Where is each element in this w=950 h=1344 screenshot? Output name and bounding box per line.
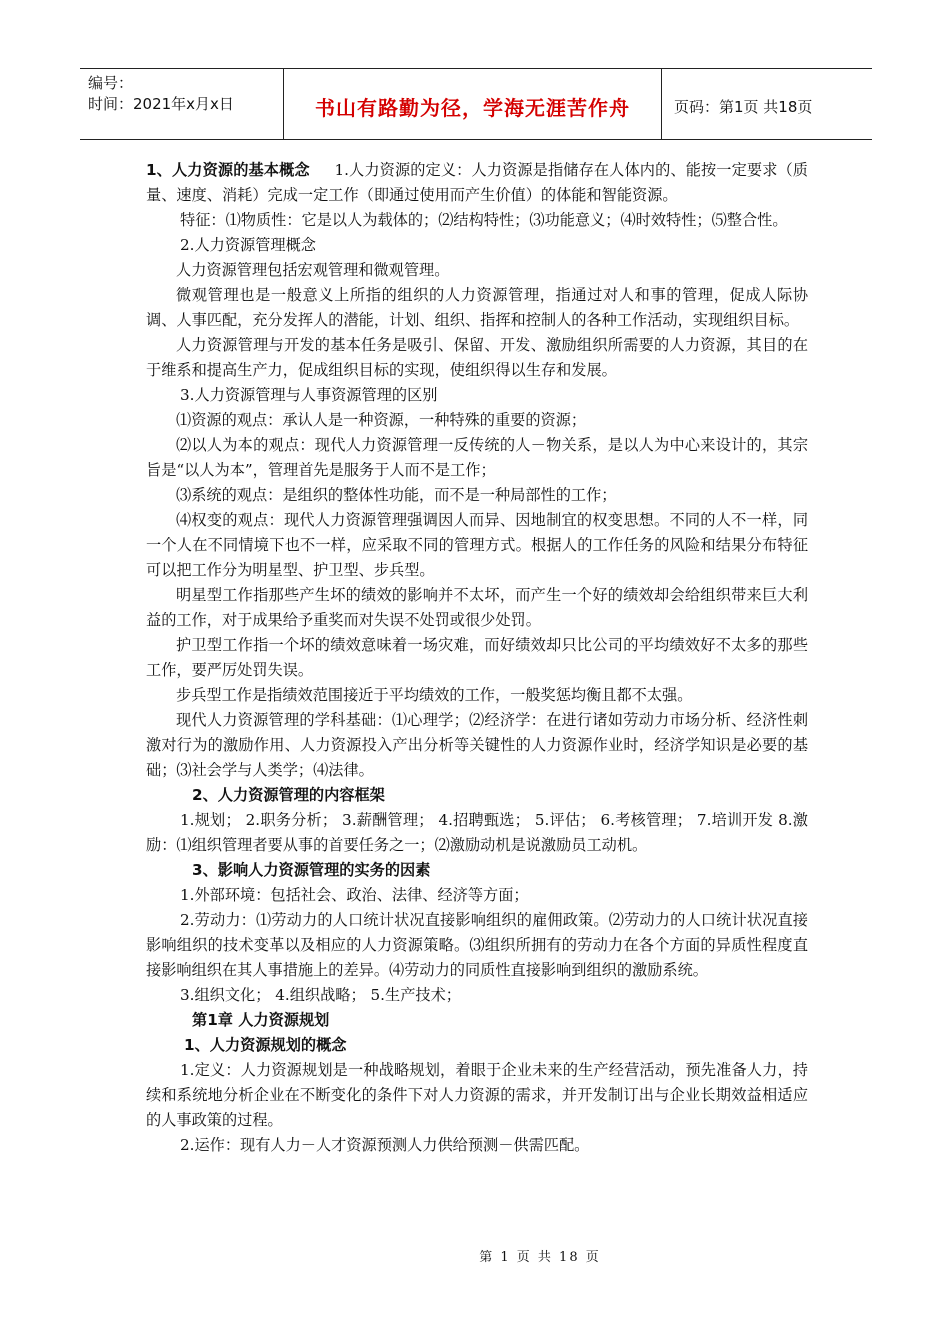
time-label: 时间：2021年x月x日 [88, 95, 234, 113]
page-label: 页码：第1页 共18页 [674, 97, 813, 116]
planning-operation: 2.运作：现有人力－人才资源预测人力供给预测－供需匹配。 [180, 1136, 590, 1154]
hrm-diff-2: ⑵以人为本的观点：现代人力资源管理一反传统的人－物关系，是以人为中心来设计的，其宗旨是“以人为本”，管理首先是服务于人而不是工作； [146, 436, 808, 479]
factor-others: 3.组织文化； 4.组织战略； 5.生产技术； [180, 986, 461, 1004]
chapter-1-section-1-heading: 1、人力资源规划的概念 [184, 1036, 347, 1054]
section-3-heading: 3、影响人力资源管理的实务的因素 [192, 861, 431, 879]
content-framework-list: 1.规划； 2.职务分析； 3.薪酬管理； 4.招聘甄选； 5.评估； 6.考核管理； 7.培训开发 8.激励：⑴组织管理者要从事的首要任务之一；⑵激励动机是说激励员工动机。 [146, 811, 808, 854]
hrm-diff-3: ⑶系统的观点：是组织的整体性功能，而不是一种局部性的工作； [176, 486, 617, 504]
chapter-1-heading: 第1章 人力资源规划 [192, 1011, 330, 1029]
factor-external: 1.外部环境：包括社会、政治、法律、经济等方面； [180, 886, 529, 904]
page-header [80, 68, 872, 140]
header-motto-cell [284, 69, 662, 139]
hrm-diff-4: ⑷权变的观点：现代人力资源管理强调因人而异、因地制宜的权变思想。不同的人不一样，同一个人在不同情境下也不一样，应采取不同的管理方式。根据人的工作任务的风险和结果分布特征可以把工作分为明星型、护卫型、步兵型。 [146, 511, 808, 579]
header-page-cell [662, 69, 872, 139]
planning-definition: 1.定义：人力资源规划是一种战略规划，着眼于企业未来的生产经营活动，预先准备人力，持续和系统地分析企业在不断变化的条件下对人力资源的需求，并开发制订出与企业长期效益相适应的人事政策的过程。 [146, 1061, 808, 1129]
star-job-paragraph: 明星型工作指那些产生坏的绩效的影响并不太坏，而产生一个好的绩效却会给组织带来巨大利益的工作，对于成果给予重奖而对失误不处罚或很少处罚。 [146, 586, 808, 629]
hrm-concept-b: 微观管理也是一般意义上所指的组织的人力资源管理，指通过对人和事的管理，促成人际协调、人事匹配，充分发挥人的潜能，计划、组织、指挥和控制人的各种工作活动，实现组织目标。 [146, 286, 808, 329]
hrm-concept-c: 人力资源管理与开发的基本任务是吸引、保留、开发、激励组织所需要的人力资源，其目的在于维系和提高生产力，促成组织目标的实现，使组织得以生存和发展。 [146, 336, 808, 379]
guard-job-paragraph: 护卫型工作指一个坏的绩效意味着一场灾难，而好绩效却只比公司的平均绩效好不太多的那些工作，要严厉处罚失误。 [146, 636, 808, 679]
hrm-diff-1: ⑴资源的观点：承认人是一种资源，一种特殊的重要的资源； [176, 411, 587, 429]
infantry-job-paragraph: 步兵型工作是指绩效范围接近于平均绩效的工作，一般奖惩均衡且都不太强。 [176, 686, 693, 704]
factor-labor: 2.劳动力：⑴劳动力的人口统计状况直接影响组织的雇佣政策。⑵劳动力的人口统计状况直接影响组织的技术变革以及相应的人力资源策略。⑶组织所拥有的劳动力在各个方面的异质性程度直接影响组织在其人事措施上的差异。⑷劳动力的同质性直接影响到组织的激励系统。 [146, 911, 808, 979]
hrm-concept-title: 2.人力资源管理概念 [180, 236, 316, 254]
hrm-concept-a: 人力资源管理包括宏观管理和微观管理。 [176, 261, 450, 279]
discipline-basis-paragraph: 现代人力资源管理的学科基础：⑴心理学；⑵经济学：在进行诸如劳动力市场分析、经济性刺激对行为的激励作用、人力资源投入产出分析等关键性的人力资源作业时，经济学知识是必要的基础；⑶社会学与人类学；⑷法律。 [146, 711, 808, 779]
motto-text: 书山有路勤为径，学海无涯苦作舟 [315, 95, 630, 120]
section-2-heading: 2、人力资源管理的内容框架 [192, 786, 385, 804]
section-1-heading: 1、人力资源的基本概念 [146, 161, 310, 179]
hr-definition: 1.人力资源的定义：人力资源是指储存在人体内的、能按一定要求（质量、速度、消耗）完成一定工作（即通过使用而产生价值）的体能和智能资源。 [146, 161, 808, 204]
header-left-cell [80, 69, 284, 139]
number-label: 编号： [88, 74, 134, 92]
section-1-paragraph [146, 158, 808, 208]
hrm-diff-title: 3.人力资源管理与人事资源管理的区别 [180, 386, 438, 404]
page-footer: 第 1 页 共 18 页 [479, 1250, 601, 1265]
document-body [146, 158, 808, 1158]
hr-features: 特征：⑴物质性：它是以人为载体的；⑵结构特性；⑶功能意义；⑷时效特性；⑸整合性。 [180, 211, 788, 229]
